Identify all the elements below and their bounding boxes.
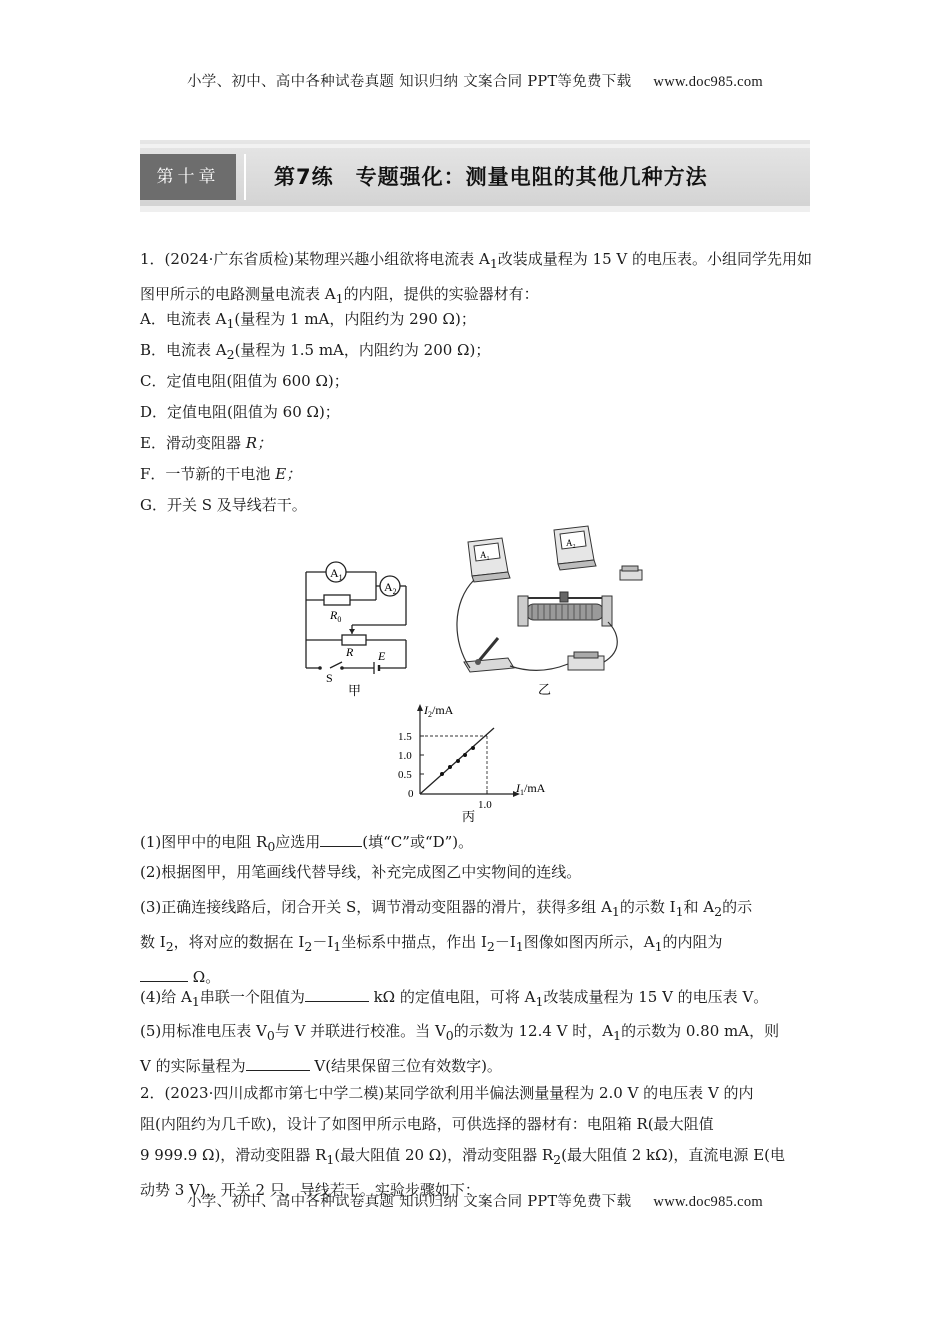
- switch-device: [464, 638, 514, 672]
- q1-part5: (5)用标准电压表 $V_0$与 V 并联进行校准。当 $V_0$的示数为 12.4 V 时，$A_1$的示数为 0.80 mA，则 V 的实际量程为 V(结果保留三位有效数字)。: [140, 1022, 780, 1075]
- option-f: F．一节新的干电池 E；: [140, 465, 302, 483]
- answer-blank-3[interactable]: [140, 965, 188, 982]
- svg-text:1.0: 1.0: [478, 799, 492, 811]
- svg-text:A1: $A_1$: [330, 566, 343, 582]
- q2-text: 2．(2023·四川成都市第七中学二模)某同学欲利用半偏法测量量程为 2.0 V 的电压表 V 的内 阻(内阻约为几千欧)，设计了如图甲所示电路，可供选择的器材有：电阻箱 R(最大阻值 9 999.9 Ω)，滑动变阻器 $R_1$(最大阻值 20 Ω)，滑动变阻器 $R_2$(最大阻值 2 kΩ)，直流电源 E(电 动势 3 V)，开关 2 只，导线若干。实验步骤如下：: [140, 1084, 785, 1199]
- q1-intro: 1．(2024·广东省质检)某物理兴趣小组欲将电流表 $A_1$改装成量程为 15 V 的电压表。小组同学先用如图甲所示的电路测量电流表 $A_1$的内阻，提供的实验器材有：: [140, 250, 812, 306]
- q1-part2: (2)根据图甲，用笔画线代替导线，补充完成图乙中实物间的连线。: [140, 863, 582, 881]
- svg-text:E: E: [378, 649, 386, 663]
- answer-blank-1[interactable]: [320, 830, 362, 847]
- graph-bing: [380, 700, 570, 826]
- svg-text:S: S: [326, 671, 333, 685]
- svg-text:I1/mA: $I_1/mA$: [516, 781, 546, 797]
- svg-text:0.5: 0.5: [398, 769, 412, 781]
- page-title: 第7练 专题强化：测量电阻的其他几种方法: [274, 165, 708, 189]
- q1-part4: (4)给 $A_1$串联一个阻值为 kΩ 的定值电阻，可将 $A_1$改装成量程为 15 V 的电压表 V。: [140, 985, 812, 1013]
- rheostat-device: [518, 592, 612, 626]
- resistor-block: [620, 566, 642, 580]
- option-g: G．开关 S 及导线若干。: [140, 496, 307, 514]
- answer-blank-5[interactable]: [246, 1054, 310, 1071]
- page-footer: [0, 1190, 950, 1211]
- header-text: 小学、初中、高中各种试卷真题 知识归纳 文案合同 PPT等免费下载: [187, 74, 632, 90]
- data-point: [456, 759, 460, 763]
- apparatus-figure-yi: [448, 522, 658, 702]
- svg-text:R: R: [346, 645, 354, 659]
- page-header: [0, 70, 950, 91]
- chapter-banner: [140, 140, 810, 212]
- meter-a1-device: [468, 538, 510, 582]
- footer-site[interactable]: www.doc985.com: [653, 1194, 763, 1210]
- circuit-diagram-jia: [296, 552, 426, 702]
- data-point: [448, 765, 452, 769]
- svg-text:甲: 甲: [348, 683, 362, 698]
- footer-text: 小学、初中、高中各种试卷真题 知识归纳 文案合同 PPT等免费下载: [187, 1194, 632, 1210]
- q1-part3: (3)正确连接线路后，闭合开关 S，调节滑动变阻器的滑片，获得多组 $A_1$的示数 $I_1$和 $A_2$的示 数 $I_2$，将对应的数据在 $I_2-I_1$坐标系中描点，作出 $I_2-I_1$图像如图丙所示，$A_1$的内阻为 Ω。: [140, 898, 753, 986]
- q1-part1: (1)图甲中的电阻 $R_0$应选用 (填“C”或“D”)。: [140, 830, 812, 858]
- svg-text:R0: $R_0$: [330, 608, 342, 624]
- option-c: C．定值电阻(阻值为 600 Ω)；: [140, 372, 349, 390]
- svg-text:A2: $A_2$: [566, 538, 576, 550]
- svg-text:1.5: 1.5: [398, 731, 412, 743]
- battery-device: [568, 652, 604, 670]
- meter-a2-device: [554, 526, 596, 570]
- option-b: B．电流表 $A_2$(量程为 1.5 mA，内阻约为 200 Ω)；: [140, 341, 491, 362]
- data-point: [463, 753, 467, 757]
- option-e: E．滑动变阻器 R；: [140, 434, 273, 452]
- data-point: [440, 772, 444, 776]
- chapter-label: 第十章: [140, 154, 236, 200]
- header-site[interactable]: www.doc985.com: [653, 74, 763, 90]
- svg-text:A1: $A_1$: [480, 550, 490, 562]
- option-d: D．定值电阻(阻值为 60 Ω)；: [140, 403, 340, 421]
- svg-text:乙: 乙: [538, 682, 552, 697]
- svg-text:1.0: 1.0: [398, 750, 412, 762]
- svg-text:A2: $A_2$: [384, 580, 397, 596]
- svg-text:0: 0: [408, 788, 414, 800]
- svg-text:丙: 丙: [462, 809, 476, 824]
- answer-blank-4[interactable]: [305, 985, 369, 1002]
- option-a: A．电流表 $A_1$(量程为 1 mA，内阻约为 290 Ω)；: [140, 310, 476, 331]
- svg-text:I2/mA: $I_2/mA$: [424, 703, 454, 719]
- data-point: [471, 746, 475, 750]
